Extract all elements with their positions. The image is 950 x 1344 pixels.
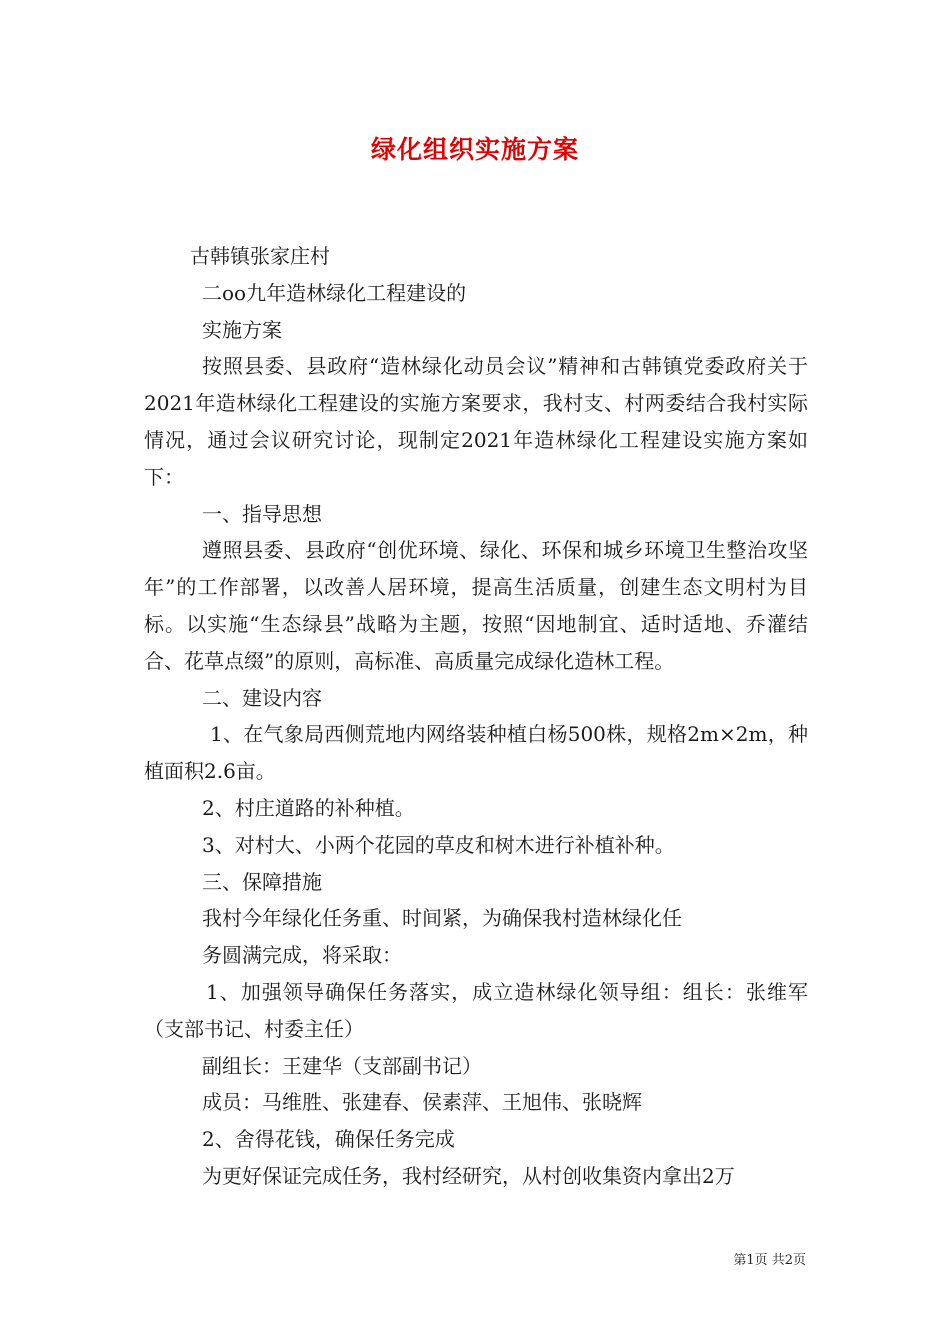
document-body (144, 238, 808, 1195)
measure-item-1: 1、加强领导确保任务落实，成立造林绿化领导组：组长：张维军（支部书记、村委主任） (144, 979, 808, 1041)
measures-intro-line-2: 务圆满完成，将采取： (202, 943, 402, 968)
measure-item-2: 2、舍得花钱，确保任务完成 (202, 1127, 455, 1152)
document-title: 绿化组织实施方案 (370, 135, 579, 164)
section-heading-measures: 三、保障措施 (202, 869, 322, 894)
measures-intro-line-1: 我村今年绿化任务重、时间紧，为确保我村造林绿化任 (202, 906, 682, 931)
page-number: 第1页 共2页 (733, 1253, 806, 1268)
members-line: 成员：马维胜、张建春、侯素萍、王旭伟、张晓辉 (202, 1090, 642, 1115)
intro-paragraph: 按照县委、县政府“造林绿化动员会议”精神和古韩镇党委政府关于2021年造林绿化工程建设的实施方案要求，我村支、村两委结合我村实际情况，通过会议研究讨论，现制定2021年造林绿化工程建设实施方案如下： (144, 354, 808, 489)
guiding-thought-paragraph: 遵照县委、县政府“创优环境、绿化、环保和城乡环境卫生整治攻坚年”的工作部署，以改善人居环境，提高生活质量，创建生态文明村为目标。以实施“生态绿县”战略为主题，按照“因地制宜、适时适地、乔灌结合、花草点缀”的原则，高标准、高质量完成绿化造林工程。 (144, 538, 808, 673)
section-heading-guiding-thought: 一、指导思想 (202, 501, 322, 526)
construction-item-1: 1、在气象局西侧荒地内网络装种植白杨500株，规格2m×2m，种植面积2.6亩。 (144, 722, 808, 784)
construction-item-2: 2、村庄道路的补种植。 (202, 795, 415, 820)
village-name: 古韩镇张家庄村 (190, 244, 330, 268)
subtitle-line: 二oo九年造林绿化工程建设的 (202, 280, 467, 305)
section-heading-construction: 二、建设内容 (202, 685, 322, 710)
funding-paragraph: 为更好保证完成任务，我村经研究，从村创收集资内拿出2万 (202, 1163, 735, 1188)
deputy-leader-line: 副组长：王建华（支部副书记） (202, 1053, 482, 1078)
construction-item-3: 3、对村大、小两个花园的草皮和树木进行补植补种。 (202, 832, 675, 857)
subtitle-plan: 实施方案 (202, 317, 282, 342)
